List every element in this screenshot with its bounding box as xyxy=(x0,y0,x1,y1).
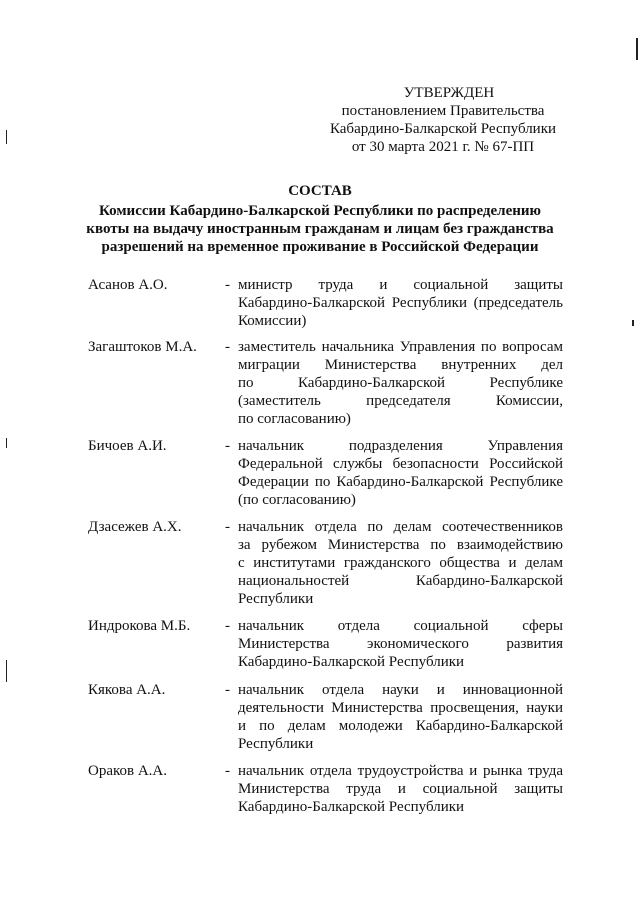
approval-line: Кабардино-Балкарской Республики xyxy=(329,121,557,137)
member-name: Асанов А.О. xyxy=(88,277,168,293)
dash: - xyxy=(225,618,230,634)
role-line: Кабардино-Балкарской Республики (председатель xyxy=(238,295,563,311)
role-line: (заместитель председателя Комиссии, xyxy=(238,393,563,409)
member-role xyxy=(238,437,563,509)
dash: - xyxy=(225,339,230,355)
role-line: Кабардино-Балкарской Республики xyxy=(238,654,465,670)
role-line: Министерства экономического развития xyxy=(238,636,563,652)
approval-block xyxy=(318,84,568,156)
member-name: Загаштоков М.А. xyxy=(88,339,197,355)
member-role xyxy=(238,617,563,671)
approval-line: от 30 марта 2021 г. № 67-ПП xyxy=(351,139,535,155)
dash: - xyxy=(225,763,230,779)
dash: - xyxy=(225,682,230,698)
role-line: начальник отдела науки и инновационной xyxy=(238,682,563,698)
role-line: национальностей Кабардино-Балкарской xyxy=(238,573,563,589)
member-role xyxy=(238,276,563,330)
document-title: СОСТАВ xyxy=(288,183,352,199)
role-line: по согласованию) xyxy=(238,411,351,427)
approval-line: постановлением Правительства xyxy=(341,103,545,119)
role-line: начальник подразделения Управления xyxy=(238,438,563,454)
dash: - xyxy=(225,438,230,454)
document-subtitle-line: квоты на выдачу иностранным гражданам и лицам без гражданства xyxy=(86,221,554,237)
role-line: по Кабардино-Балкарской Республике xyxy=(238,375,563,391)
role-line: (по согласованию) xyxy=(238,492,356,508)
role-line: Республики xyxy=(238,591,314,607)
scan-mark xyxy=(6,660,7,682)
document-subtitle-line: разрешений на временное проживание в Российской Федерации xyxy=(101,239,539,255)
role-line: Федерации по Кабардино-Балкарской Республике xyxy=(238,474,563,490)
role-line: Комиссии) xyxy=(238,313,307,329)
role-line: миграции Министерства внутренних дел xyxy=(238,357,563,373)
role-line: министр труда и социальной защиты xyxy=(238,277,563,293)
role-line: Кабардино-Балкарской Республики xyxy=(238,799,465,815)
dash: - xyxy=(225,277,230,293)
role-line: с институтами гражданского общества и делам xyxy=(238,555,563,571)
role-line: за рубежом Министерства по взаимодействию xyxy=(238,537,563,553)
role-line: начальник отдела по делам соотечественников xyxy=(238,519,563,535)
scan-mark xyxy=(6,130,7,144)
role-line: Федеральной службы безопасности Российской xyxy=(238,456,563,472)
role-line: начальник отдела социальной сферы xyxy=(238,618,563,634)
member-name: Индрокова М.Б. xyxy=(88,618,191,634)
role-line: деятельности Министерства просвещения, науки xyxy=(238,700,563,716)
member-name: Ораков А.А. xyxy=(88,763,168,779)
member-role xyxy=(238,338,563,428)
role-line: Республики xyxy=(238,736,314,752)
scan-mark xyxy=(6,438,7,448)
role-line: заместитель начальника Управления по вопросам xyxy=(238,339,563,355)
scan-mark xyxy=(632,320,634,326)
dash: - xyxy=(225,519,230,535)
role-line: Министерства труда и социальной защиты xyxy=(238,781,563,797)
scan-mark xyxy=(636,38,638,60)
approval-heading: УТВЕРЖДЕН xyxy=(403,85,495,101)
member-role xyxy=(238,518,563,608)
role-line: и по делам молодежи Кабардино-Балкарской xyxy=(238,718,563,734)
member-name: Дзасежев А.Х. xyxy=(88,519,182,535)
member-role xyxy=(238,762,563,816)
document-subtitle-line: Комиссии Кабардино-Балкарской Республики по распределению xyxy=(99,203,541,219)
member-role xyxy=(238,681,563,753)
role-line: начальник отдела трудоустройства и рынка труда xyxy=(238,763,563,779)
member-name: Кякова А.А. xyxy=(88,682,166,698)
member-name: Бичоев А.И. xyxy=(88,438,167,454)
